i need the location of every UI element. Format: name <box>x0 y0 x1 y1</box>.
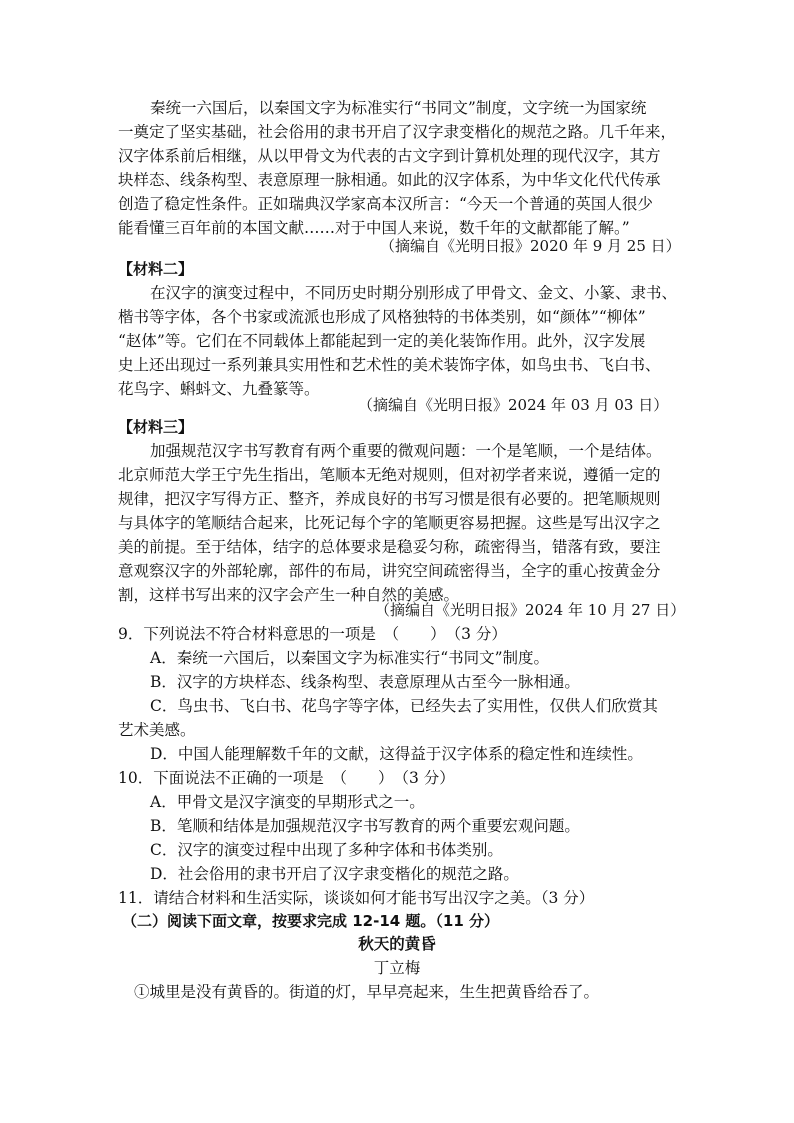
material2-heading: 【材料二】 <box>118 260 194 278</box>
material1-line: 秦统一六国后，以秦国文字为标准实行“书同文”制度，文字统一为国家统 <box>150 99 647 117</box>
question-10-option-c: C．汉字的演变过程中出现了多种字体和书体类别。 <box>150 841 503 859</box>
question-10-stem: 10．下面说法不正确的一项是 （ ） （3 分） <box>118 769 455 787</box>
material1-line: 汉字体系前后相继，从以甲骨文为代表的古文字到计算机处理的现代汉字，其方 <box>118 147 661 165</box>
article-title: 秋天的黄昏 <box>358 935 436 953</box>
question-10-option-b: B．笔顺和结体是加强规范汉字书写教育的两个重要宏观问题。 <box>150 817 580 835</box>
material3-line: 与具体字的笔顺结合起来，比死记每个字的笔顺更容易把握。这些是写出汉字之 <box>118 514 661 532</box>
question-9-stem: 9．下列说法不符合材料意思的一项是 （ ） （3 分） <box>118 625 507 643</box>
material1-line: 一奠定了坚实基础，社会俗用的隶书开启了汉字隶变楷化的规范之路。几千年来， <box>118 123 677 141</box>
material3-source: （摘编自《光明日报》2024 年 10 月 27 日） <box>375 601 686 619</box>
material3-line: 加强规范汉字书写教育有两个重要的微观问题：一个是笔顺，一个是结体。 <box>150 442 662 460</box>
material3-line: 意观察汉字的外部轮廓，部件的布局，讲究空间疏密得当，全字的重心按黄金分 <box>118 562 661 580</box>
material3-line: 美的前提。至于结体，结字的总体要求是稳妥匀称，疏密得当，错落有致，要注 <box>118 538 661 556</box>
section2-heading: （二）阅读下面文章，按要求完成 12-14 题。（11 分） <box>122 912 500 930</box>
material2-line: 楷书等字体，各个书家或流派也形成了风格独特的书体类别，如“颜体”“柳体” <box>118 308 646 326</box>
material1-line: 块样态、线条构型、表意原理一脉相通。如此的汉字体系，为中华文化代代传承 <box>118 171 661 189</box>
material2-line: 史上还出现过一系列兼具实用性和艺术性的美术装饰字体，如鸟虫书、飞白书、 <box>118 356 661 374</box>
question-9-option-c-cont: 艺术美感。 <box>118 721 196 739</box>
material2-line: 花鸟字、蝌蚪文、九叠篆等。 <box>118 380 320 398</box>
material2-source: （摘编自《光明日报》2024 年 03 月 03 日） <box>358 396 669 414</box>
material1-source: （摘编自《光明日报》2020 年 9 月 25 日） <box>380 237 681 255</box>
material3-line: 规律，把汉字写得方正、整齐，养成良好的书写习惯是很有必要的。把笔顺规则 <box>118 490 661 508</box>
article-author: 丁立梅 <box>373 959 421 977</box>
question-11: 11．请结合材料和生活实际，谈谈如何才能书写出汉字之美。（3 分） <box>118 889 595 907</box>
material3-line: 割，这样书写出来的汉字会产生一种自然的美感。 <box>118 586 460 604</box>
question-9-option-a: A．秦统一六国后，以秦国文字为标准实行“书同文”制度。 <box>150 649 550 667</box>
question-10-option-d: D．社会俗用的隶书开启了汉字隶变楷化的规范之路。 <box>150 865 519 883</box>
material2-line: 在汉字的演变过程中，不同历史时期分别形成了甲骨文、金文、小篆、隶书、 <box>150 284 678 302</box>
material1-line: 能看懂三百年前的本国文献……对于中国人来说，数千年的文献都能了解。” <box>118 219 630 237</box>
question-9-option-d: D．中国人能理解数千年的文献，这得益于汉字体系的稳定性和连续性。 <box>150 745 643 763</box>
material3-line: 北京师范大学王宁先生指出，笔顺本无绝对规则，但对初学者来说，遵循一定的 <box>118 466 661 484</box>
article-paragraph-1: ①城里是没有黄昏的。街道的灯，早早亮起来，生生把黄昏给吞了。 <box>134 983 600 1001</box>
material1-line: 创造了稳定性条件。正如瑞典汉学家高本汉所言：“今天一个普通的英国人很少 <box>118 195 653 213</box>
material3-heading: 【材料三】 <box>118 418 194 436</box>
question-10-option-a: A．甲骨文是汉字演变的早期形式之一。 <box>150 793 425 811</box>
question-9-option-c: C．鸟虫书、飞白书、花鸟字等字体，已经失去了实用性，仅供人们欣赏其 <box>150 697 658 715</box>
material2-line: “赵体”等。它们在不同载体上都能起到一定的美化装饰作用。此外，汉字发展 <box>118 332 646 350</box>
question-9-option-b: B．汉字的方块样态、线条构型、表意原理从古至今一脉相通。 <box>150 673 580 691</box>
